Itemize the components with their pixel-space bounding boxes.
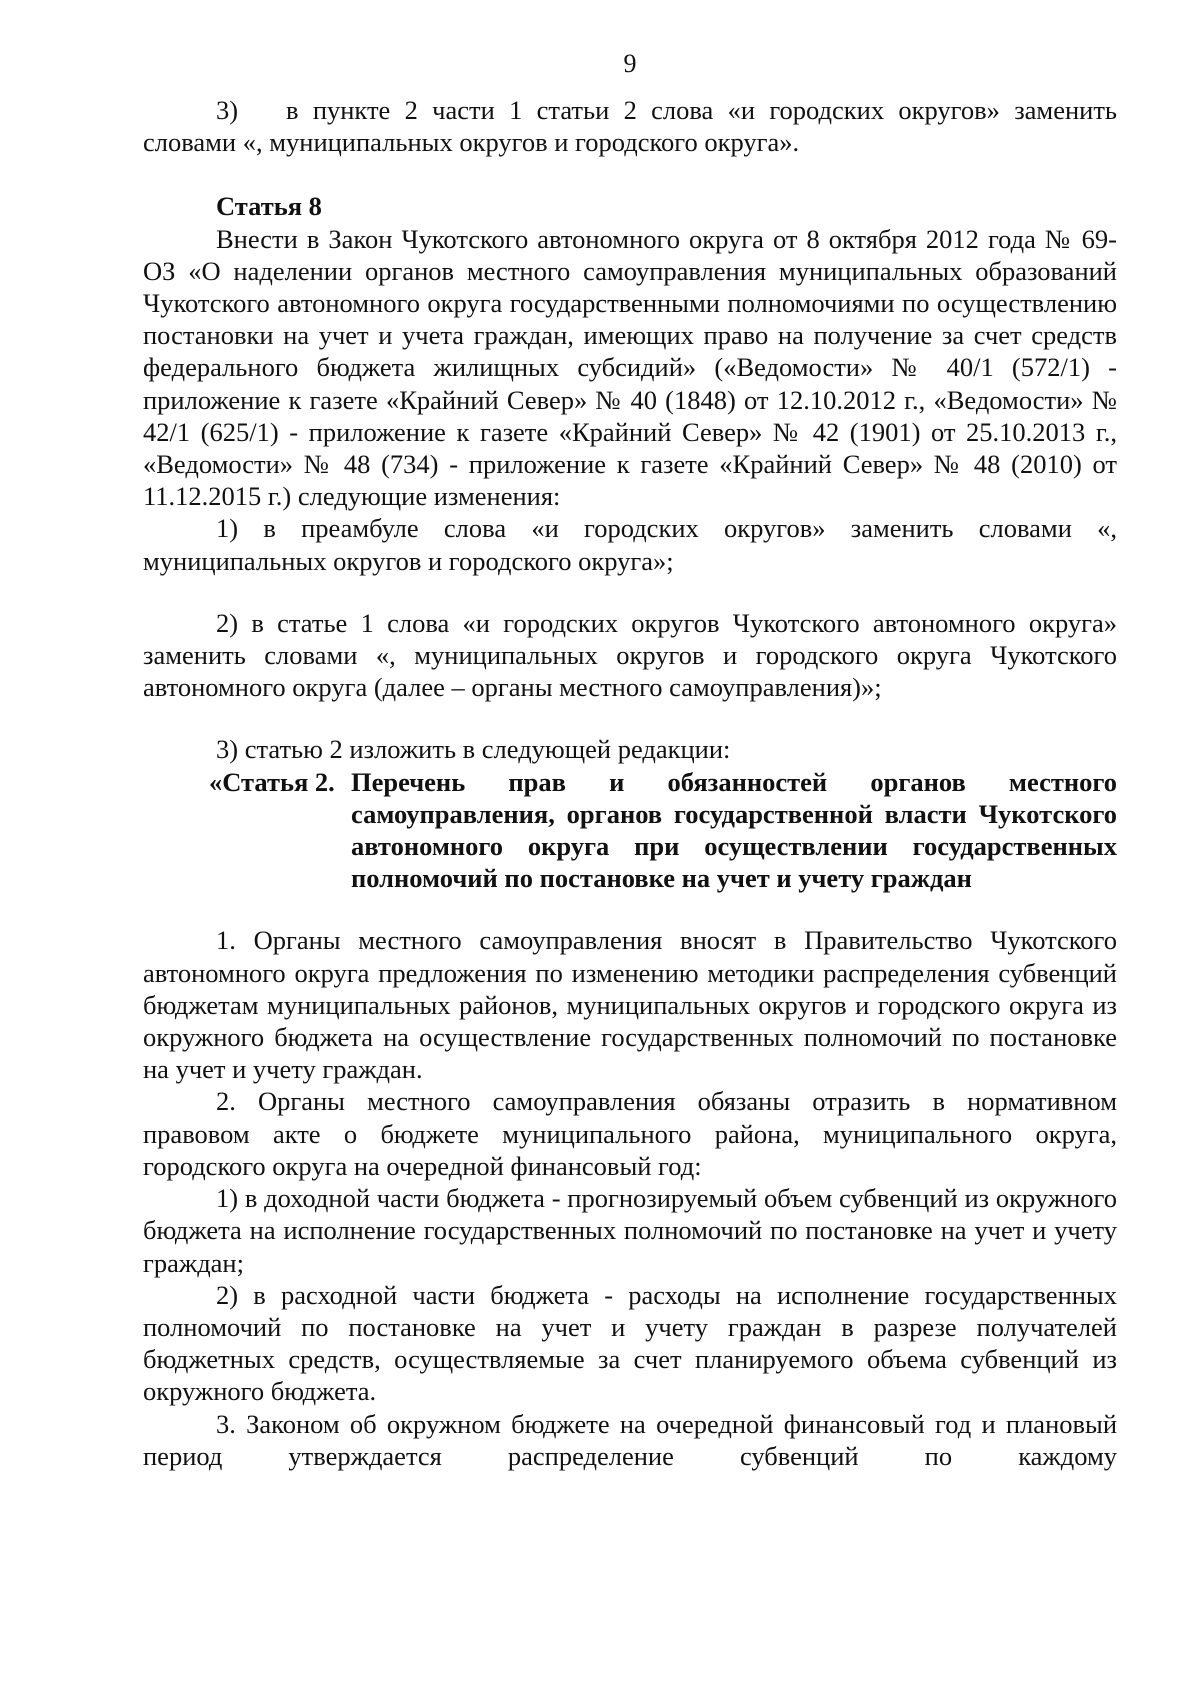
article-8-body: Внести в Закон Чукотского автономного округа от 8 октября 2012 года № 69-ОЗ «О наделении органов местного самоуправления муниципальных образований Чукотского автономного округа государственными полномочиями по осуществлению постановки на учет и учета граждан, имеющих право на получение за счет средств федерального бюджета жилищных субсидий» («Ведомости» № 40/1 (572/1) - приложение к газете «Крайний Север» № 40 (1848) от 12.10.2012 г., «Ведомости» № 42/1 (625/1) - приложение к газете «Крайний Север» № 42 (1901) от 25.10.2013 г., «Ведомости» № 48 (734) - приложение к газете «Крайний Север» № 48 (2010) от 11.12.2015 г.) следующие изменения: <box>143 223 1117 512</box>
article-8-heading: Статья 8 <box>216 191 322 222</box>
article-2-point-2-subitem-1: 1) в доходной части бюджета - прогнозируемый объем субвенций из окружного бюджета на исполнение государственных полномочий по постановке на учет и учету граждан; <box>143 1183 1117 1278</box>
article-2-title: Перечень прав и обязанностей органов местного самоуправления, органов государственной власти Чукотского автономного округа при осуществлении государственных полномочий по постановке на учет и учету граждан <box>351 766 1117 894</box>
article-2-point-2: 2. Органы местного самоуправления обязаны отразить в нормативном правовом акте о бюджете муниципального района, муниципального округа, городского округа на очередной финансовый год: <box>143 1086 1117 1181</box>
amendment-item-3-text: в пункте 2 части 1 статьи 2 слова «и городских округов» заменить словами «, муниципальных округов и городского округа». <box>143 95 1117 158</box>
article-2-point-2-subitem-2: 2) в расходной части бюджета - расходы на исполнение государственных полномочий по постановке на учет и учету граждан в разрезе получателей бюджетных средств, осуществляемые за счет планируемого объема субвенций из окружного бюджета. <box>143 1279 1117 1407</box>
article-8-item-3: 3) статью 2 изложить в следующей редакции: <box>216 734 731 765</box>
article-8-item-2: 2) в статье 1 слова «и городских округов Чукотского автономного округа» заменить словами «, муниципальных округов и городского округа Чукотского автономного округа (далее – органы местного самоуправления)»; <box>143 607 1117 703</box>
article-2-point-3: 3. Законом об окружном бюджете на очередной финансовый год и плановый период утверждается распределение субвенций по каждому <box>143 1408 1117 1471</box>
amendment-item-3-number: 3) <box>216 95 239 125</box>
document-page <box>143 48 1117 1472</box>
article-2-heading <box>209 766 1117 895</box>
page-number: 9 <box>623 49 637 78</box>
article-2-label: «Статья 2. <box>209 766 335 797</box>
article-2-point-1: 1. Органы местного самоуправления вносят в Правительство Чукотского автономного округа предложения по изменению методики распределения субвенций бюджетам муниципальных районов, муниципальных округов и городского округа из окружного бюджета на осуществление государственных полномочий по постановке на учет и учету граждан. <box>143 925 1117 1085</box>
amendment-item-3 <box>143 94 1117 158</box>
article-8-item-1: 1) в преамбуле слова «и городских округов» заменить словами «, муниципальных округов и городского округа»; <box>143 513 1117 576</box>
